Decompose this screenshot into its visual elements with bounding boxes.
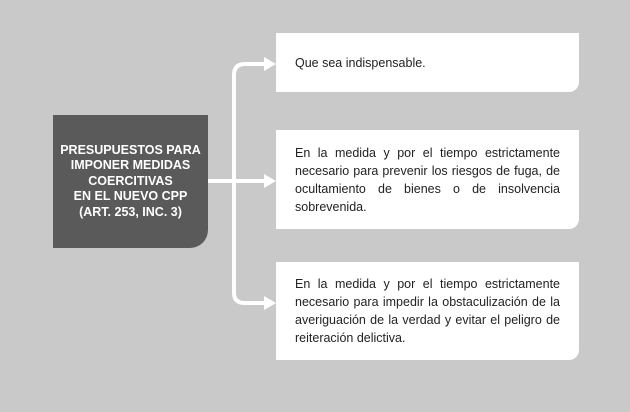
arrowhead-1 [264, 57, 276, 71]
root-line-4: EN EL NUEVO CPP [73, 189, 188, 204]
root-concept-title [60, 143, 201, 221]
arrowhead-2 [264, 174, 276, 188]
connector-vertical [234, 64, 245, 303]
branch-card-1 [276, 33, 579, 92]
root-line-5: (ART. 253, INC. 3) [79, 204, 182, 219]
branch-card-2 [276, 130, 579, 229]
root-concept-box [53, 115, 208, 248]
branch-card-3 [276, 262, 579, 360]
arrowhead-3 [264, 296, 276, 310]
root-line-2: IMPONER MEDIDAS [70, 158, 191, 173]
branch-card-2-text: En la medida y por el tiempo estrictamente necesario para prevenir los riesgos de fuga, de ocultamiento de bienes o de insolvencia sobrevenida. [295, 145, 560, 214]
branch-card-3-text: En la medida y por el tiempo estrictamente necesario para impedir la obstaculización de la averiguación de la verdad y evitar el peligro de reiteración delictiva. [295, 277, 560, 345]
branch-card-1-text: Que sea indispensable. [295, 55, 426, 70]
root-line-3: COERCITIVAS [88, 173, 173, 188]
root-line-1: PRESUPUESTOS PARA [60, 142, 201, 157]
